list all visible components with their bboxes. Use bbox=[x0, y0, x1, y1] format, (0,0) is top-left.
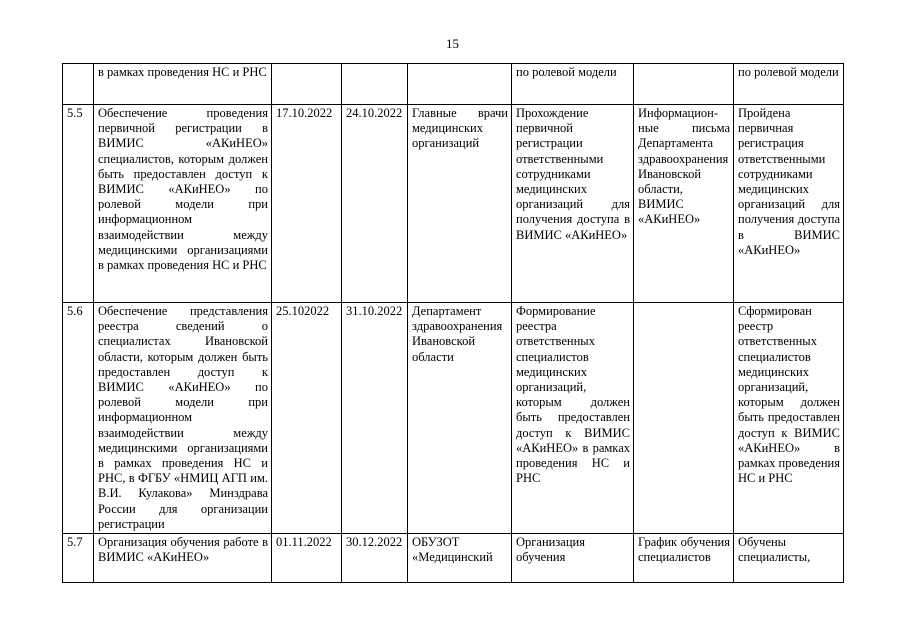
documents-cell bbox=[634, 303, 734, 534]
task-cell: Обеспечение проведения первичной регистрации в ВИМИС «АКиНЕО» специалистов, которым должен быть предоставлен доступ к ВИМИС «АКиНЕО» по ролевой модели при информационном взаимодействии между медицинскими организациями в рамках проведения НС и РНС bbox=[94, 105, 272, 303]
responsible-cell: ОБУЗОТ «Медицинский bbox=[408, 534, 512, 583]
start-date-cell: 17.10.2022 bbox=[272, 105, 342, 303]
table-row bbox=[63, 64, 844, 105]
result-cell: по ролевой модели bbox=[734, 64, 844, 105]
expected-result-cell: Прохождение первичной регистрации ответственными сотрудниками медицинских организаций для получения доступа в ВИМИС «АКиНЕО» bbox=[512, 105, 634, 303]
result-cell: Пройдена первичная регистрация ответственными сотрудниками медицинских организаций для получения доступа в ВИМИС «АКиНЕО» bbox=[734, 105, 844, 303]
page-number: 15 bbox=[446, 36, 459, 51]
end-date-cell bbox=[342, 64, 408, 105]
task-cell: в рамках проведения НС и РНС bbox=[94, 64, 272, 105]
end-date-cell: 30.12.2022 bbox=[342, 534, 408, 583]
responsible-cell: Главные врачи медицинских организаций bbox=[408, 105, 512, 303]
result-cell: Обучены специалисты, bbox=[734, 534, 844, 583]
end-date-cell: 24.10.2022 bbox=[342, 105, 408, 303]
task-cell: Обеспечение представления реестра сведений о специалистах Ивановской области, которым должен быть предоставлен доступ к ВИМИС «АКиНЕО» по ролевой модели при информационном взаимодействии между медицинскими организациями в рамках проведения НС и РНС, в ФГБУ «НМИЦ АГП им. В.И. Кулакова» Минздрава России для организации регистрации bbox=[94, 303, 272, 534]
expected-result-cell: Организация обучения bbox=[512, 534, 634, 583]
table-row bbox=[63, 534, 844, 583]
table-row bbox=[63, 105, 844, 303]
result-cell: Сформирован реестр ответственных специалистов медицинских организаций, которым должен быть предоставлен доступ к ВИМИС «АКиНЕО» в рамках проведения НС и РНС bbox=[734, 303, 844, 534]
expected-result-cell: Формирование реестра ответственных специалистов медицинских организаций, которым должен быть предоставлен доступ к ВИМИС «АКиНЕО» в рамках проведения НС и РНС bbox=[512, 303, 634, 534]
start-date-cell: 01.11.2022 bbox=[272, 534, 342, 583]
start-date-cell: 25.102022 bbox=[272, 303, 342, 534]
row-number-cell bbox=[63, 64, 94, 105]
documents-cell bbox=[634, 64, 734, 105]
row-number-cell: 5.7 bbox=[63, 534, 94, 583]
responsible-cell bbox=[408, 64, 512, 105]
table-row bbox=[63, 303, 844, 534]
responsible-cell: Департамент здравоохранения Ивановской области bbox=[408, 303, 512, 534]
task-cell: Организация обучения работе в ВИМИС «АКиНЕО» bbox=[94, 534, 272, 583]
row-number-cell: 5.5 bbox=[63, 105, 94, 303]
row-number-cell: 5.6 bbox=[63, 303, 94, 534]
end-date-cell: 31.10.2022 bbox=[342, 303, 408, 534]
action-plan-table bbox=[62, 63, 844, 583]
documents-cell: Информацион-ные письма Департамента здравоохранения Ивановской области, ВИМИС «АКиНЕО» bbox=[634, 105, 734, 303]
expected-result-cell: по ролевой модели bbox=[512, 64, 634, 105]
start-date-cell bbox=[272, 64, 342, 105]
documents-cell: График обучения специалистов bbox=[634, 534, 734, 583]
